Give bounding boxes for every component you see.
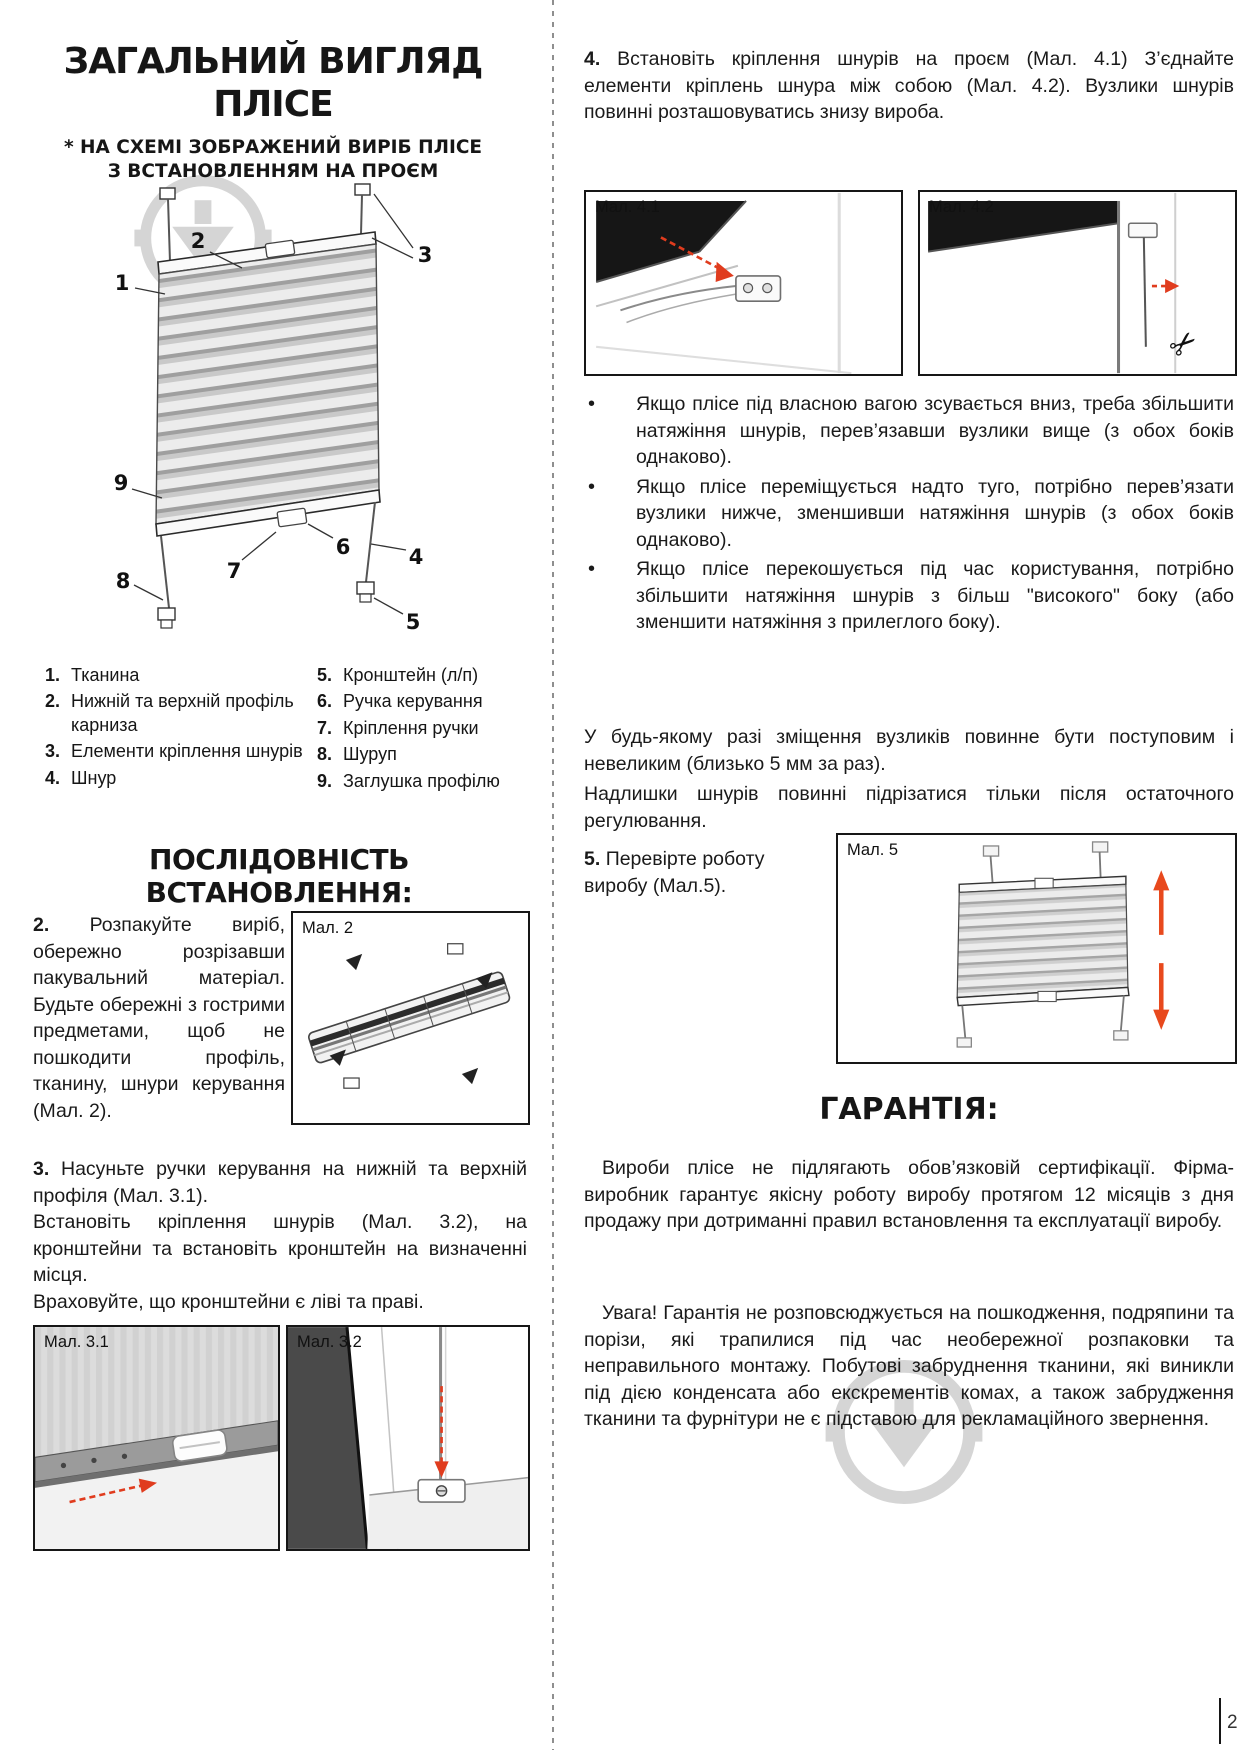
figure-3-1	[33, 1325, 280, 1551]
diagram-legend	[45, 664, 537, 796]
legend-item: 6. Ручка керування	[317, 691, 483, 712]
figure-2-label: Мал. 2	[302, 919, 354, 937]
figure-3-1-label: Мал. 3.1	[44, 1333, 109, 1351]
bullet-text: Якщо плісе перекошується під час користування, потрібно збільшити натяжіння шнурів з більш "високого" боку (або зменшити натяжіння з прилеглого боку).	[636, 558, 1234, 634]
warranty-paragraph-1: Вироби плісе не підлягають обов’язковій сертифікації. Фірма-виробник гарантує якісну роботу виробу протягом 12 місяців з дня продажу при дотриманні правил встановлення та експлуатації виробу.	[584, 1157, 1234, 1233]
subtitle-line-1: * НА СХЕМІ ЗОБРАЖЕНИЙ ВИРІБ ПЛІСЕ	[63, 137, 483, 158]
title-line-2: ПЛІСЕ	[213, 84, 333, 126]
step-3-paragraph-1	[33, 1156, 527, 1209]
page-number: 2	[1227, 1712, 1238, 1733]
figure-3-2-image	[288, 1327, 528, 1549]
figure-3-1-image	[35, 1327, 278, 1549]
diagram-callout-4: 4	[408, 545, 424, 569]
figure-5	[836, 833, 1237, 1064]
figure-4-2	[918, 190, 1237, 376]
bullet-item	[584, 391, 1234, 471]
bullet-text: Якщо плісе переміщується надто туго, потрібно перев’язати вузлики нижче, зменшивши натяжіння шнурів (з обох боків однаково).	[636, 475, 1234, 551]
legend-item: 8. Шуруп	[317, 744, 397, 765]
adjustment-note	[584, 724, 1234, 834]
sequence-heading: ПОСЛІДОВНІСТЬ ВСТАНОВЛЕННЯ:	[145, 843, 413, 909]
legend-item: 4. Шнур	[45, 767, 117, 788]
legend-item: 2. Нижній та верхній профіль карниза	[45, 691, 294, 735]
legend-item: 9. Заглушка профілю	[317, 770, 500, 791]
diagram-callout-1: 1	[114, 271, 130, 295]
legend-column-1	[45, 664, 317, 796]
diagram-callout-6: 6	[335, 535, 351, 559]
figure-4-2-image	[920, 192, 1235, 374]
figure-3-2-label: Мал. 3.2	[297, 1333, 362, 1351]
figure-2	[291, 911, 530, 1125]
page-title	[53, 40, 493, 126]
step-5-paragraph	[584, 846, 829, 899]
page-subtitle	[53, 136, 493, 185]
figure-4-1	[584, 190, 903, 376]
title-line-1: ЗАГАЛЬНИЙ ВИГЛЯД	[63, 41, 483, 82]
bullet-item	[584, 556, 1234, 636]
diagram-callout-5: 5	[405, 610, 421, 634]
legend-item: 1. Тканина	[45, 665, 140, 685]
scissors-icon: ✂	[1161, 321, 1206, 367]
step-3-paragraph-2: Встановіть кріплення шнурів (Мал. 3.2), на кронштейни та встановіть кронштейн на визначенні місця.	[33, 1211, 527, 1287]
warranty-paragraph-2: Увага! Гарантія не розповсюджується на пошкодження, подряпини та порізи, які трапилися під час необережної розпаковки та неправильного монтажу. Побутові забруднення тканини, які виникли під дією конденсата або екскрементів комах, а також забрудження тканини та фурнітури не є підставою для рекламаційного звернення.	[584, 1302, 1234, 1431]
note-line-2: Надлишки шнурів повинні підрізатися тільки після остаточного регулювання.	[584, 783, 1234, 832]
bullet-marker: •	[588, 393, 596, 415]
step-2-text: Розпакуйте виріб, обережно розрізавши пакувальний матеріал. Будьте обережні з гострими предметами, щоб не пошкодити профіль, тканину, шнури керування (Мал. 2).	[33, 914, 285, 1122]
figure-4-1-image	[586, 192, 901, 374]
step-3-block	[33, 1156, 527, 1315]
figure-4-2-label: Мал. 4.2	[929, 198, 994, 216]
legend-item: 5. Кронштейн (л/п)	[317, 665, 479, 685]
figure-2-image	[293, 913, 528, 1123]
diagram-callout-9: 9	[113, 471, 129, 495]
figure-5-image	[838, 835, 1235, 1062]
legend-item: 7. Кріплення ручки	[317, 717, 479, 738]
figure-4-1-label: Мал. 4.1	[595, 198, 660, 216]
step-3-paragraph-3: Враховуйте, що кронштейни є ліві та праві.	[33, 1290, 424, 1313]
subtitle-line-2: З ВСТАНОВЛЕННЯМ НА ПРОЄМ	[107, 161, 439, 183]
step-4-paragraph	[584, 46, 1234, 126]
product-diagram	[30, 182, 535, 662]
diagram-callout-3: 3	[417, 243, 433, 267]
bullet-marker: •	[588, 475, 596, 498]
step-5-text: Перевірте роботу виробу (Мал.5).	[584, 848, 765, 897]
step-2-paragraph	[33, 912, 285, 1124]
figure-5-label: Мал. 5	[847, 841, 899, 859]
diagram-callout-2: 2	[190, 229, 206, 253]
column-divider	[552, 0, 554, 1750]
step-4-text: Встановіть кріплення шнурів на проєм (Мал. 4.1) З’єднайте елементи кріплень шнура між собою (Мал. 4.2). Вузлики шнурів повинні розташовуватись знизу вироба.	[584, 48, 1235, 124]
bullet-marker: •	[588, 558, 596, 581]
diagram-callout-8: 8	[115, 569, 131, 593]
step-2-number: 2.	[33, 914, 50, 936]
page-number-rule	[1219, 1698, 1221, 1744]
bullet-item	[584, 474, 1234, 554]
product-diagram-image	[30, 182, 535, 662]
legend-column-2	[317, 664, 537, 796]
step-3-number: 3.	[33, 1158, 50, 1180]
figure-3-2	[286, 1325, 530, 1551]
step-5-number: 5.	[584, 848, 601, 870]
diagram-callout-7: 7	[226, 559, 242, 583]
step-3-text-1: Насуньте ручки керування на нижній та верхній профіля (Мал. 3.1).	[33, 1158, 527, 1207]
warranty-heading: ГАРАНТІЯ:	[819, 1092, 999, 1127]
note-line-1: У будь-якому разі зміщення вузликів повинне бути поступовим і невеликим (близько 5 мм за раз).	[584, 726, 1234, 775]
bullet-text: Якщо плісе під власною вагою зсувається вниз, треба збільшити натяжіння шнурів, перев’язавши вузлики вище (з обох боків однаково).	[636, 393, 1234, 469]
adjustment-bullet-list	[584, 391, 1234, 639]
legend-item: 3. Елементи кріплення шнурів	[45, 741, 303, 762]
step-4-number: 4.	[584, 48, 601, 70]
